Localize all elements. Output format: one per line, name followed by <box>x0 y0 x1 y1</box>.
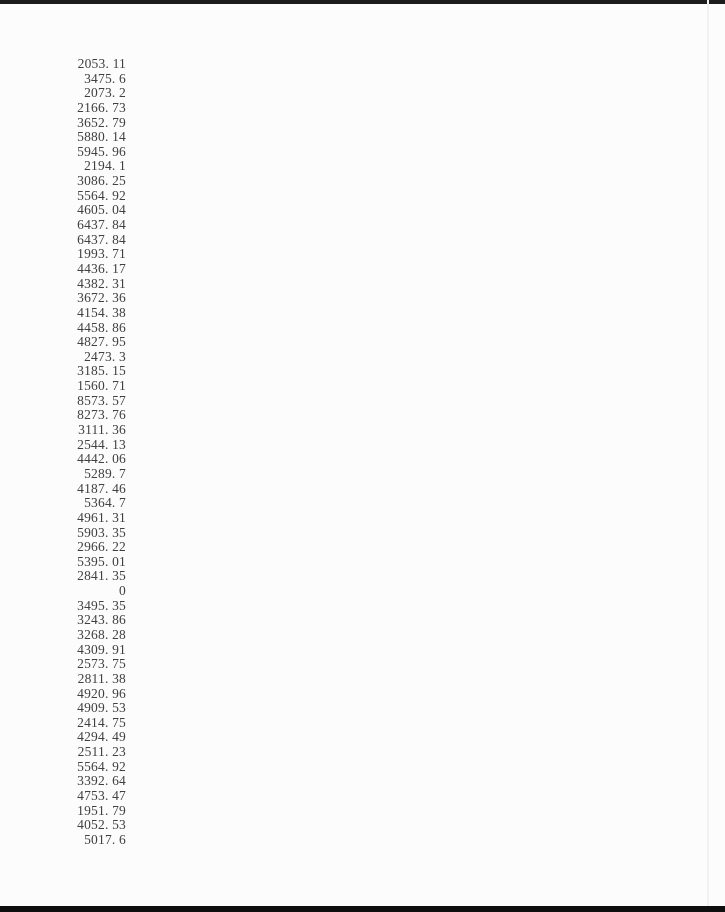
value-row: 4154. 38 <box>77 304 126 320</box>
value-row: 4827. 95 <box>77 334 126 350</box>
value-row: 1993. 71 <box>77 246 126 262</box>
value-row: 4605. 04 <box>77 202 126 218</box>
top-edge-bar <box>0 0 725 4</box>
value-row: 5903. 35 <box>77 524 126 540</box>
value-row: 5395. 01 <box>77 553 126 569</box>
value-row: 3243. 86 <box>77 612 126 628</box>
value-row: 2811. 38 <box>77 670 126 686</box>
value-row: 3672. 36 <box>77 290 126 306</box>
value-row: 2414. 75 <box>77 714 126 730</box>
value-row: 3652. 79 <box>77 114 126 130</box>
value-row: 2573. 75 <box>77 656 126 672</box>
value-row: 5880. 14 <box>77 129 126 145</box>
value-row: 4436. 17 <box>77 260 126 276</box>
value-row: 6437. 84 <box>77 217 126 233</box>
value-row: 4294. 49 <box>77 729 126 745</box>
value-row: 3268. 28 <box>77 626 126 642</box>
value-row: 3475. 6 <box>84 70 126 86</box>
value-row: 5564. 92 <box>77 758 126 774</box>
value-row: 2194. 1 <box>84 158 126 174</box>
value-row: 4961. 31 <box>77 509 126 525</box>
value-row: 2841. 35 <box>77 568 126 584</box>
value-row: 0 <box>119 583 126 599</box>
value-row: 8273. 76 <box>77 407 126 423</box>
value-row: 6437. 84 <box>77 231 126 247</box>
value-row: 5564. 92 <box>77 187 126 203</box>
value-row: 5289. 7 <box>84 465 126 481</box>
value-row: 3392. 64 <box>77 773 126 789</box>
value-row: 3111. 36 <box>78 422 126 438</box>
value-row: 3185. 15 <box>77 363 126 379</box>
value-row: 5364. 7 <box>84 495 126 511</box>
value-row: 4442. 06 <box>77 451 126 467</box>
value-row: 4909. 53 <box>77 700 126 716</box>
value-row: 2511. 23 <box>77 744 126 760</box>
value-row: 4458. 86 <box>77 319 126 335</box>
value-row: 4309. 91 <box>77 641 126 657</box>
value-row: 2966. 22 <box>77 539 126 555</box>
value-row: 2073. 2 <box>84 85 126 101</box>
value-row: 1560. 71 <box>77 378 126 394</box>
value-row: 2473. 3 <box>84 348 126 364</box>
value-row: 8573. 57 <box>77 392 126 408</box>
value-row: 4187. 46 <box>77 480 126 496</box>
value-row: 2166. 73 <box>77 99 126 115</box>
value-row: 3495. 35 <box>77 597 126 613</box>
value-row: 4052. 53 <box>77 817 126 833</box>
value-row: 2544. 13 <box>77 436 126 452</box>
value-row: 4382. 31 <box>77 275 126 291</box>
value-row: 5945. 96 <box>77 143 126 159</box>
value-row: 4753. 47 <box>77 788 126 804</box>
value-row: 5017. 6 <box>84 831 126 847</box>
number-column <box>0 57 126 848</box>
right-edge-line <box>707 0 709 912</box>
value-row: 1951. 79 <box>77 802 126 818</box>
value-row: 3086. 25 <box>77 173 126 189</box>
value-row: 4920. 96 <box>77 685 126 701</box>
bottom-edge-bar <box>0 906 725 912</box>
value-row: 2053. 11 <box>77 56 126 71</box>
